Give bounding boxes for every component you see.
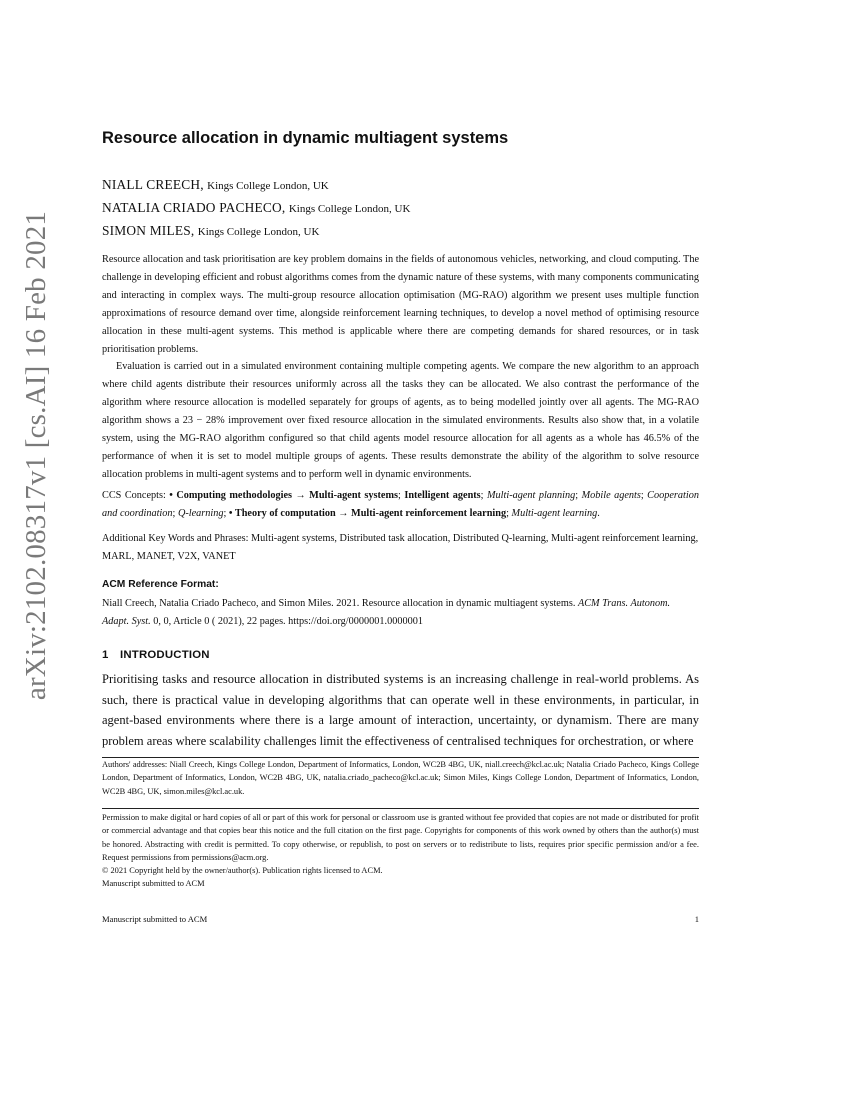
ccs-concept-cooperation: Cooperation and coordination (102, 490, 699, 519)
ccs-separator: ; (480, 490, 487, 501)
ccs-separator: ; (398, 490, 405, 501)
acm-reference-journal: ACM Trans. Autonom. Adapt. Syst. (102, 598, 671, 627)
submitted-notice: Manuscript submitted to ACM (102, 879, 205, 889)
author-affiliation: Kings College London, UK (197, 226, 320, 238)
ccs-concept-computing-methodologies: • Computing methodologies → Multi-agent systems (169, 490, 399, 501)
permission-notice: Permission to make digital or hard copies of all or part of this work for personal or classroom use is granted without fee provided that copies are not made or distributed for profit or commercial advantage and that copies bear this notice and the full citation on the first page. Copyrights for components of this work owned by others than the author(s) must be honored. Abstracting with credit is permitted. To copy otherwise, or republish, to post on servers or to redistribute to lists, requires prior specific permission and/or a fee. Request permissions from permissions@acm.org. (102, 813, 699, 862)
author-3 (102, 223, 319, 239)
abstract-paragraph-2: Evaluation is carried out in a simulated environment containing multiple competing agents. We compare the new algorithm to an approach where child agents distribute their resources uniformly across all the tasks they can be allocated. We also contrast the performance of the algorithm where resource allocation is modelled separately for groups of agents, as to being modelled jointly over all agents. The MG-RAO algorithm shows a 23 − 28% improvement over fixed resource allocation in the simulated environments. Results also show that, in a volatile system, using the MG-RAO algorithm configured so that child agents model resource allocation for all agents as a whole has 46.5% of the performance of when it is set to model multiple groups of agents. These results demonstrate the ability of the algorithm to solve resource allocation problems in multi-agent systems and to perform well in dynamic environments. (102, 361, 699, 480)
author-name: SIMON MILES, (102, 223, 195, 238)
abstract-paragraph-1: Resource allocation and task prioritisation are key problem domains in the fields of autonomous vehicles, networking, and cloud computing. The challenge in developing efficient and robust algorithms comes from the dynamic nature of these systems, with many components communicating and interacting in complex ways. The multi-group resource allocation optimisation (MG-RAO) algorithm we present uses multiple function approximations of resource demand over time, alongside reinforcement learning techniques, to develop a novel method of optimising resource allocation in these multi-agent systems. This method is applicable where there are competing demands for shared resources, or in task prioritisation problems. (102, 254, 699, 355)
author-1 (102, 177, 329, 193)
section-number: 1 (102, 649, 109, 661)
acm-reference-text: Niall Creech, Natalia Criado Pacheco, and Simon Miles. 2021. Resource allocation in dynamic multiagent systems. (102, 598, 578, 609)
ccs-separator: ; (640, 490, 648, 501)
ccs-end: . (597, 507, 600, 519)
author-name: NIALL CREECH, (102, 177, 204, 192)
arxiv-identifier: arXiv:2102.08317v1 [cs.AI] 16 Feb 2021 (20, 210, 53, 700)
permission-footnote (102, 811, 699, 891)
author-affiliation: Kings College London, UK (288, 203, 411, 215)
ccs-concept-q-learning: Q-learning (177, 507, 224, 519)
copyright-notice: © 2021 Copyright held by the owner/author(s). Publication rights licensed to ACM. (102, 866, 383, 876)
author-name: NATALIA CRIADO PACHECO, (102, 200, 286, 215)
ccs-separator: ; (506, 507, 512, 519)
paper-title: Resource allocation in dynamic multiagent systems (102, 129, 509, 147)
ccs-concept-theory-of-computation: • Theory of computation → Multi-agent reinforcement learning (228, 507, 507, 519)
ccs-separator: ; (223, 507, 229, 519)
ccs-separator: ; (172, 507, 178, 519)
ccs-separator: ; (575, 490, 582, 501)
author-addresses: Authors' addresses: Niall Creech, Kings College London, Department of Informatics, London, WC2B 4BG, UK, niall.creech@kcl.ac.uk; Natalia Criado Pacheco, Kings College London, Department of Informatics, London, WC2B 4BG, UK, natalia.criado_pacheco@kcl.ac.uk; Simon Miles, Kings College London, Department of Informatics, London, WC2B 4BG, UK, simon.miles@kcl.ac.uk. (102, 760, 699, 796)
introduction-paragraph: Prioritising tasks and resource allocation in distributed systems is an increasing challenge in real-world problems. As such, there is practical value in developing algorithms that can operate well in these environments, in particular, in agent-based environments where there is a large amount of interaction, uncertainty, or dynamism. There are many problem areas where scalability challenges limit the effectiveness of centralised techniques for orchestration, or where (102, 672, 699, 748)
author-affiliation: Kings College London, UK (207, 180, 329, 192)
ccs-concepts (102, 487, 699, 523)
abstract (102, 251, 699, 484)
page-footer-label: Manuscript submitted to ACM (102, 914, 208, 924)
page-number: 1 (694, 914, 699, 924)
acm-reference-details: 0, 0, Article 0 ( 2021), 22 pages. https://doi.org/0000001.0000001 (150, 615, 423, 627)
ccs-concept-multi-agent-planning: Multi-agent planning (486, 490, 576, 501)
acm-reference (102, 595, 699, 631)
ccs-concept-intelligent-agents: Intelligent agents (404, 490, 481, 501)
ccs-concept-mobile-agents: Mobile agents (581, 490, 641, 501)
ccs-concept-multi-agent-learning: Multi-agent learning (511, 507, 598, 519)
section-title: INTRODUCTION (120, 649, 210, 661)
author-addresses-footnote (102, 758, 699, 798)
keywords: Additional Key Words and Phrases: Multi-agent systems, Distributed task allocation, Distributed Q-learning, Multi-agent reinforcement learning, MARL, MANET, V2X, VANET (102, 533, 699, 562)
author-2 (102, 200, 410, 216)
ccs-label: CCS Concepts: (102, 490, 166, 501)
permission-rule (102, 808, 699, 809)
section-heading-introduction (102, 649, 210, 661)
acm-reference-heading: ACM Reference Format: (102, 579, 219, 590)
arxiv-identifier-stamp (14, 205, 60, 705)
